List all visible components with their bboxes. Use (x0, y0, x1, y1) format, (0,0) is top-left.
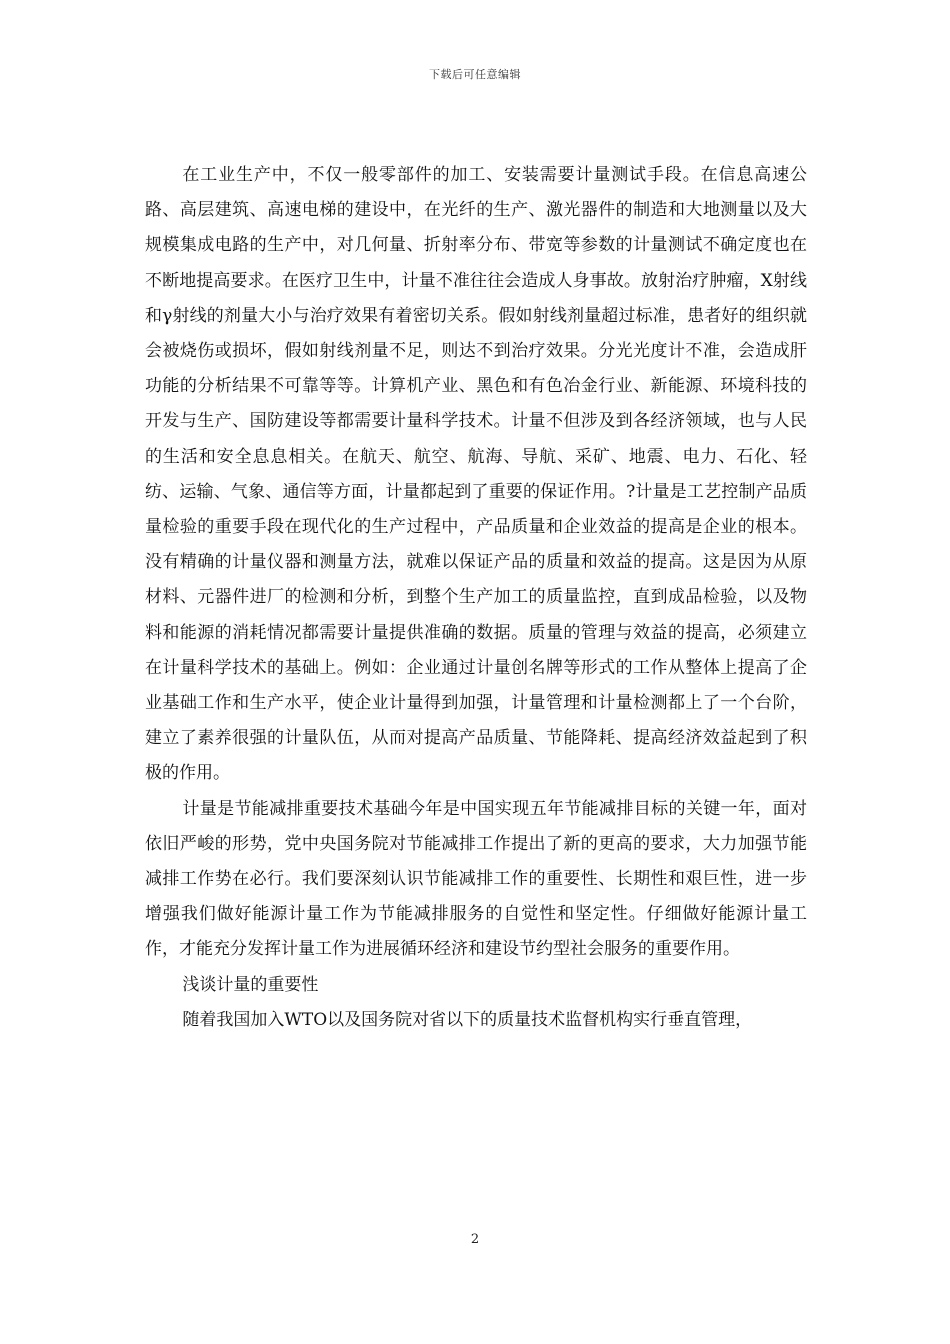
page-number: 2 (470, 1232, 480, 1247)
paragraph-industrial-metrology: 在工业生产中，不仅一般零部件的加工、安装需要计量测试手段。在信息高速公路、高层建筑、高速电梯的建设中，在光纤的生产、激光器件的制造和大地测量以及大规模集成电路的生产中，对几何量、折射率分布、带宽等参数的计量测试不确定度也在不断地提高要求。在医疗卫生中，计量不准往往会造成人身事故。放射治疗肿瘤，X射线和γ射线的剂量大小与治疗效果有着密切关系。假如射线剂量超过标准，患者好的组织就会被烧伤或损坏，假如射线剂量不足，则达不到治疗效果。分光光度计不准，会造成肝功能的分析结果不可靠等等。计算机产业、黑色和有色冶金行业、新能源、环境科技的开发与生产、国防建设等都需要计量科学技术。计量不但涉及到各经济领域，也与人民的生活和安全息息相关。在航天、航空、航海、导航、采矿、地震、电力、石化、轻纺、运输、气象、通信等方面，计量都起到了重要的保证作用。?计量是工艺控制产品质量检验的重要手段在现代化的生产过程中，产品质量和企业效益的提高是企业的根本。没有精确的计量仪器和测量方法，就难以保证产品的质量和效益的提高。这是因为从原材料、元器件进厂的检测和分析，到整个生产加工的质量监控，直到成品检验，以及物料和能源的消耗情况都需要计量提供准确的数据。质量的管理与效益的提高，必须建立在计量科学技术的基础上。例如：企业通过计量创名牌等形式的工作从整体上提高了企业基础工作和生产水平，使企业计量得到加强，计量管理和计量检测都上了一个台阶，建立了素养很强的计量队伍，从而对提高产品质量、节能降耗、提高经济效益起到了积极的作用。 (145, 165, 807, 784)
page-header: 下载后可任意编辑 (429, 68, 521, 81)
paragraph-energy-saving: 计量是节能减排重要技术基础今年是中国实现五年节能减排目标的关键一年，面对依旧严峻的形势，党中央国务院对节能减排工作提出了新的更高的要求，大力加强节能减排工作势在必行。我们要深刻认识节能减排工作的重要性、长期性和艰巨性，进一步增强我们做好能源计量工作为节能减排服务的自觉性和坚定性。仔细做好能源计量工作，才能充分发挥计量工作为进展循环经济和建设节约型社会服务的重要作用。 (145, 798, 807, 960)
paragraph-wto: 随着我国加入WTO以及国务院对省以下的质量技术监督机构实行垂直管理， (182, 1009, 753, 1030)
section-title: 浅谈计量的重要性 (182, 974, 319, 995)
document-body (145, 158, 807, 1038)
